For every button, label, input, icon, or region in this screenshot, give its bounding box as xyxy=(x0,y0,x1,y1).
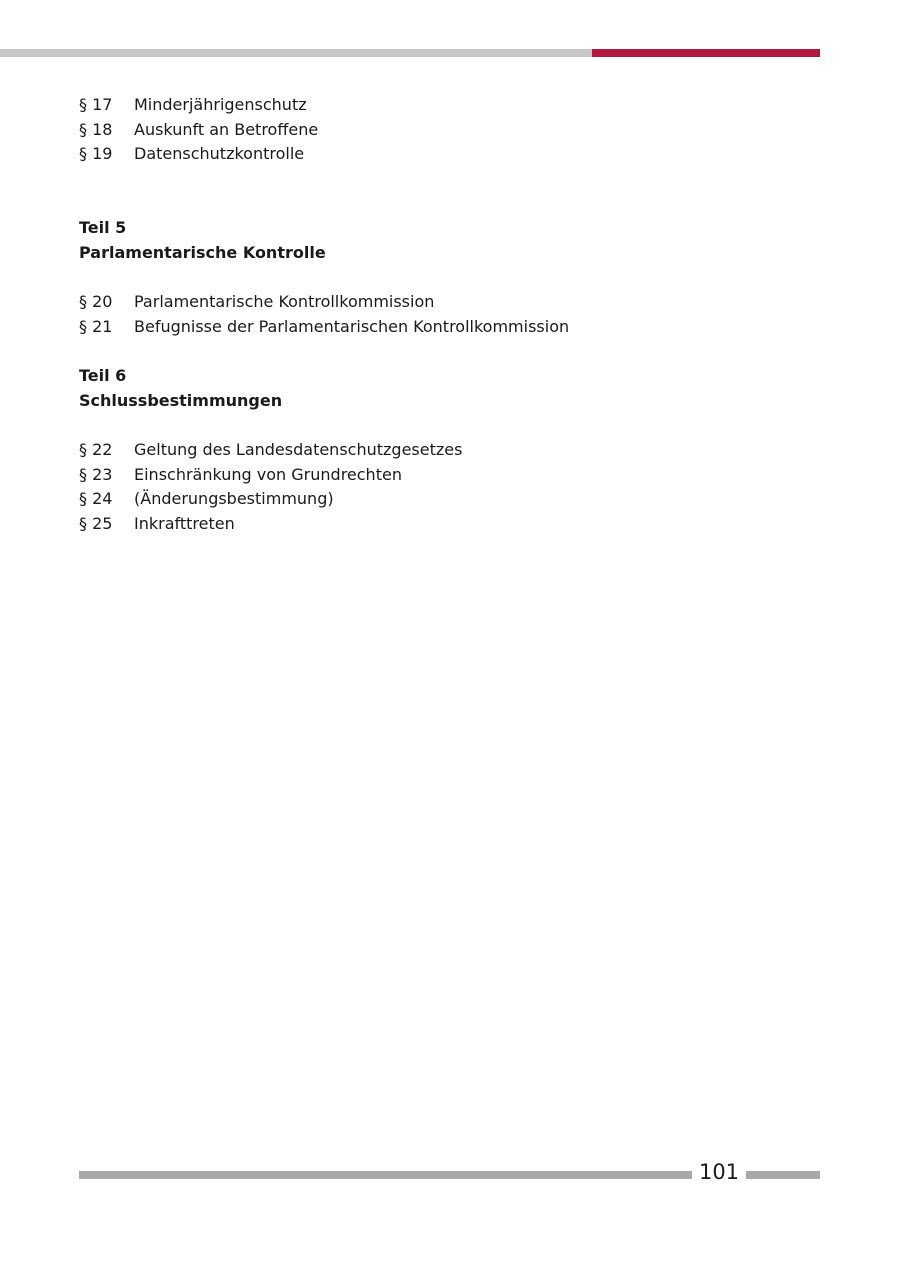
part-title: Schlussbestimmungen xyxy=(79,390,283,410)
part-label: Teil 5 xyxy=(79,218,127,238)
table-of-contents xyxy=(79,93,839,537)
section-title: Parlamentarische Kontrollkommission xyxy=(134,292,435,312)
list-item xyxy=(79,487,839,512)
footer-rule-right xyxy=(746,1171,820,1179)
list-item xyxy=(79,512,839,537)
section-title: Einschränkung von Grundrechten xyxy=(134,464,402,484)
list-item xyxy=(79,290,839,315)
section-number: § 24 xyxy=(79,489,113,509)
section-title: (Änderungsbestimmung) xyxy=(134,489,334,509)
part-label: Teil 6 xyxy=(79,365,127,385)
section-number: § 21 xyxy=(79,316,113,336)
section-list-part-6 xyxy=(79,438,839,537)
section-number: § 25 xyxy=(79,513,113,533)
part-5-heading xyxy=(79,216,839,265)
section-list-part-5 xyxy=(79,290,839,339)
part-title: Parlamentarische Kontrolle xyxy=(79,242,326,262)
list-item xyxy=(79,463,839,488)
section-title: Auskunft an Betroffene xyxy=(134,119,319,139)
section-number: § 19 xyxy=(79,144,113,164)
section-title: Inkrafttreten xyxy=(134,513,235,533)
section-number: § 20 xyxy=(79,292,113,312)
part-6-heading xyxy=(79,364,839,413)
section-number: § 22 xyxy=(79,439,113,459)
section-list-top xyxy=(79,93,839,167)
section-title: Befugnisse der Parlamentarischen Kontrollkommission xyxy=(134,316,570,336)
section-title: Geltung des Landesdatenschutzgesetzes xyxy=(134,439,463,459)
list-item xyxy=(79,93,839,118)
section-number: § 18 xyxy=(79,119,113,139)
list-item xyxy=(79,142,839,167)
footer-rule-left xyxy=(79,1171,692,1179)
section-title: Datenschutzkontrolle xyxy=(134,144,305,164)
list-item xyxy=(79,118,839,143)
section-number: § 17 xyxy=(79,95,113,114)
header-rule-gray xyxy=(0,49,592,57)
list-item xyxy=(79,438,839,463)
header-rule-accent xyxy=(592,49,820,57)
list-item xyxy=(79,315,839,340)
section-title: Minderjährigenschutz xyxy=(134,95,307,114)
section-number: § 23 xyxy=(79,464,113,484)
page-number: 101 xyxy=(698,1160,740,1184)
